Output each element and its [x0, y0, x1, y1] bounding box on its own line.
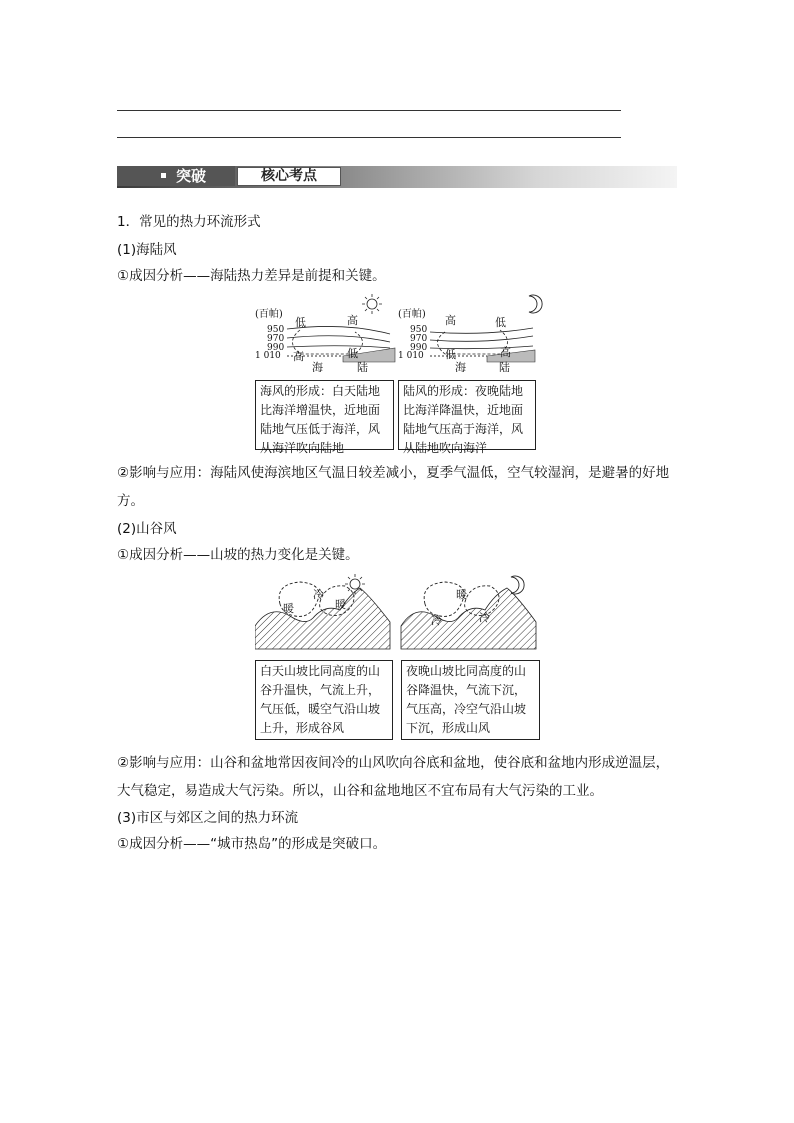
valley-breeze-caption: 白天山坡比同高度的山谷升温快，气流上升，气压低，暖空气沿山坡上升，形成谷风 — [255, 660, 393, 740]
tick-970-right: 970 — [410, 334, 428, 344]
section-banner — [117, 166, 677, 188]
label-sea-left: 海 — [312, 361, 323, 372]
tick-990-right: 990 — [410, 343, 428, 353]
label-land-left: 陆 — [357, 361, 368, 372]
banner-tag — [117, 166, 235, 186]
mountain-breeze-caption: 夜晚山坡比同高度的山谷降温快，气流下沉，气压高，冷空气沿山坡下沉，形成山风 — [401, 660, 540, 740]
subheading-sea-land-breeze: (1)海陆风 — [117, 242, 177, 258]
tick-950-right: 950 — [410, 325, 428, 335]
label-sea-right: 海 — [455, 361, 466, 372]
label-warm-left-1: 暖 — [283, 602, 294, 615]
tick-970-left: 970 — [267, 334, 285, 344]
land-breeze-caption: 陆风的形成：夜晚陆地比海洋降温快，近地面陆地气压高于海洋，风从陆地吹向海洋 — [398, 380, 536, 450]
label-high-lower-left: 高 — [293, 350, 304, 363]
subheading-mountain-valley-breeze: (2)山谷风 — [117, 521, 177, 537]
isobar-right-2 — [430, 336, 533, 341]
sun-icon — [345, 574, 365, 594]
label-cold-left: 冷 — [313, 588, 324, 601]
isobar-left-2 — [287, 336, 390, 342]
urban-heat-island-cause: ①成因分析——“城市热岛”的形成是突破口。 — [117, 836, 387, 852]
blank-line-1 — [117, 110, 621, 111]
subheading-urban-suburban-circulation: (3)市区与郊区之间的热力环流 — [117, 810, 299, 826]
sea-breeze-caption: 海风的形成：白天陆地比海洋增温快，近地面陆地气压低于海洋，风从海洋吹向陆地 — [255, 380, 394, 450]
sun-icon — [362, 294, 382, 314]
unit-label-left: (百帕) — [255, 309, 283, 320]
land-right — [487, 350, 535, 362]
terrain-right — [401, 588, 536, 649]
sea-land-impact: ②影响与应用：海陆风使海滨地区气温日较差减小，夏季气温低，空气较湿润，是避暑的好地方。 — [117, 465, 670, 509]
isobar-left-3 — [287, 346, 390, 348]
label-cold-right-2: 冷 — [479, 611, 490, 624]
tick-990-left: 990 — [267, 343, 285, 353]
tick-950-left: 950 — [267, 325, 285, 335]
label-warm-right: 暖 — [456, 588, 467, 601]
label-warm-left-2: 暖 — [335, 598, 346, 611]
label-high-upper-right: 高 — [445, 314, 456, 327]
banner-tag-text: 突破 — [176, 167, 207, 185]
label-low-upper-right: 低 — [495, 316, 506, 329]
unit-label-right: (百帕) — [398, 309, 426, 320]
label-cold-right-1: 冷 — [431, 614, 442, 627]
banner-title: 核心考点 — [237, 167, 341, 186]
label-low-upper-left: 低 — [295, 316, 306, 329]
blank-line-2 — [117, 137, 621, 138]
mountain-valley-impact: ②影响与应用：山谷和盆地常因夜间冷的山风吹向谷底和盆地，使谷底和盆地内形成逆温层，大气稳定，易造成大气污染。所以，山谷和盆地地区不宜布局有大气污染的工业。 — [117, 755, 670, 799]
label-high-lower-right: 高 — [500, 346, 511, 359]
isobar-right-1 — [430, 328, 533, 333]
moon-icon — [511, 576, 524, 594]
label-high-upper-left: 高 — [347, 314, 358, 327]
mountain-valley-cause: ①成因分析——山坡的热力变化是关键。 — [117, 547, 359, 563]
tick-1010-left: 1 010 — [255, 351, 281, 361]
sea-land-cause: ①成因分析——海陆热力差异是前提和关键。 — [117, 268, 386, 284]
label-land-right: 陆 — [499, 361, 510, 372]
mountain-valley-diagram — [255, 574, 555, 652]
tick-1010-right: 1 010 — [398, 351, 424, 361]
sea-land-breeze-diagram — [255, 292, 555, 372]
label-low-lower-left: 低 — [347, 347, 358, 360]
label-low-lower-right: 低 — [445, 348, 456, 361]
heading-heat-circulation: 1．常见的热力环流形式 — [117, 214, 261, 230]
moon-icon — [529, 295, 542, 313]
square-bullet-icon — [161, 173, 166, 178]
